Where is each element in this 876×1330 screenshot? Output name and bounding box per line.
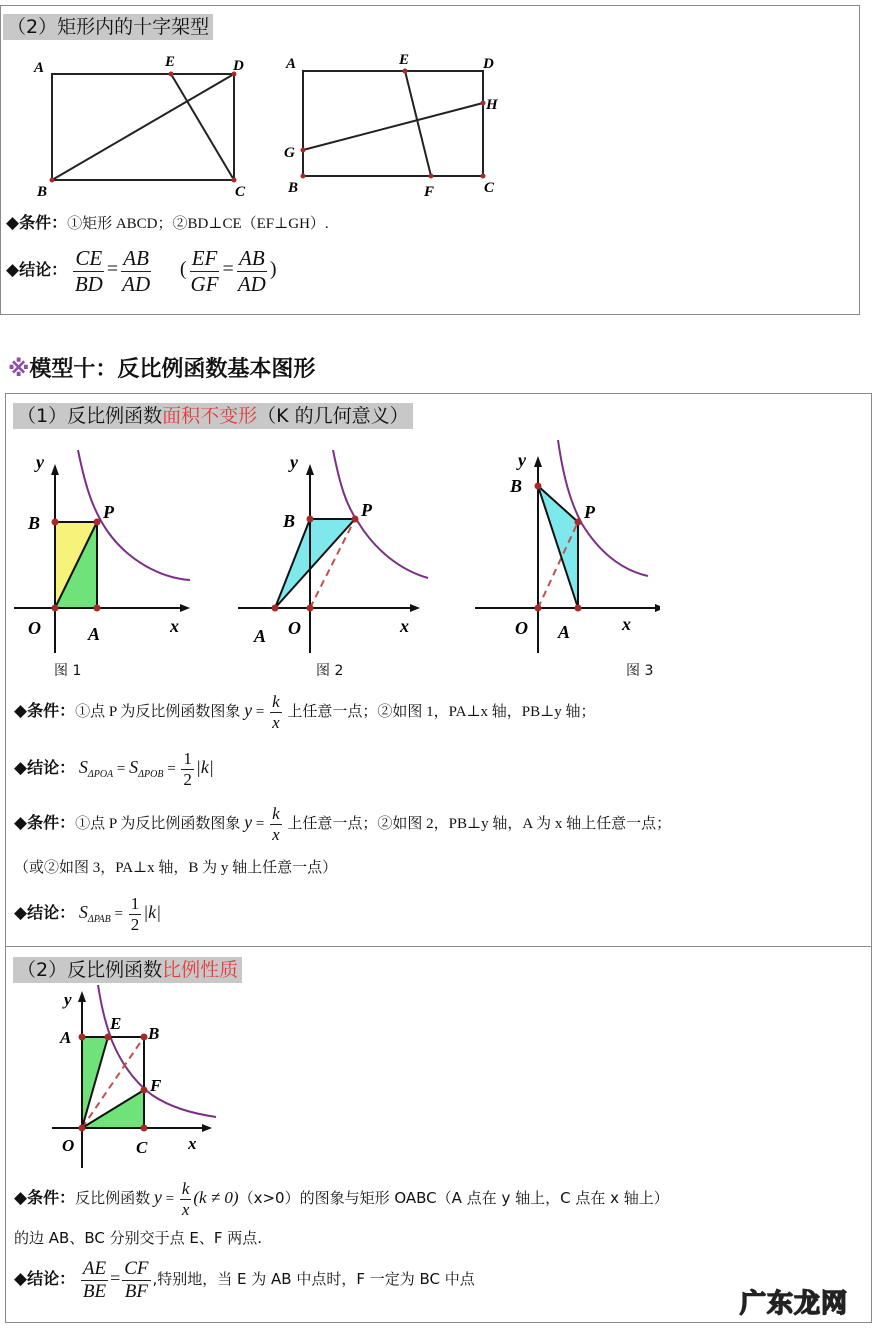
svg-text:A: A xyxy=(254,626,267,646)
watermark-logo: 广东龙网 xyxy=(740,1289,849,1319)
area-figure-3 xyxy=(470,440,660,660)
area-conclusion-2: ◆结论： $S_{\Delta PAB}$ = $\frac{1}{2}$ |k| xyxy=(14,893,162,934)
cross-model-heading: （2）矩形内的十字架型 xyxy=(3,14,213,40)
svg-text:O: O xyxy=(62,1136,75,1155)
svg-text:A: A xyxy=(60,1028,72,1047)
label-B: B xyxy=(37,184,48,200)
svg-text:E: E xyxy=(110,1014,122,1033)
svg-text:O: O xyxy=(288,618,301,638)
model-title: ※模型十：反比例函数基本图形 xyxy=(8,357,316,382)
svg-text:y: y xyxy=(518,450,526,470)
figure-caption-3: 图 3 xyxy=(626,663,654,679)
area-figure-2 xyxy=(230,450,430,665)
svg-text:H: H xyxy=(486,97,498,113)
svg-text:B: B xyxy=(510,476,523,496)
svg-text:D: D xyxy=(483,56,494,72)
svg-text:x: x xyxy=(622,614,631,634)
ratio-condition: ◆条件：反比例函数 y = $\frac{k}{x}$ (k ≠ 0)（x>0）的图象与矩形 OABC（A 点在 y 轴上，C 点在 x 轴上） xyxy=(14,1178,669,1219)
svg-text:x: x xyxy=(188,1134,197,1153)
svg-text:P: P xyxy=(361,500,372,520)
svg-text:B: B xyxy=(148,1024,160,1043)
svg-text:y: y xyxy=(290,452,298,472)
diamond-bullet-icon: ◆ xyxy=(6,213,20,233)
label-D: D xyxy=(233,58,244,74)
svg-text:C: C xyxy=(484,180,495,196)
diamond-bullet-icon: ◆ xyxy=(14,1269,28,1289)
svg-text:y: y xyxy=(64,990,72,1009)
ratio-condition-line2: 的边 AB、BC 分别交于点 E、F 两点. xyxy=(14,1229,262,1247)
svg-text:E: E xyxy=(399,52,410,68)
figure-caption-1: 图 1 xyxy=(54,663,82,679)
svg-text:y: y xyxy=(36,452,44,472)
diamond-bullet-icon: ◆ xyxy=(14,813,28,833)
label-C: C xyxy=(235,184,246,200)
section-divider xyxy=(5,946,872,947)
area-section-heading: （1）反比例函数面积不变形（K 的几何意义） xyxy=(13,403,413,429)
area-figure-1 xyxy=(10,450,200,665)
svg-text:G: G xyxy=(284,145,295,161)
svg-text:B: B xyxy=(288,180,299,196)
label-A: A xyxy=(34,60,45,76)
ratio-conclusion: ◆结论： $\frac{AE}{BE}$ = $\frac{CF}{BF}$ ,特别地，当 E 为 AB 中点时，F 一定为 BC 中点 xyxy=(14,1257,475,1302)
svg-text:x: x xyxy=(170,616,179,636)
svg-text:A: A xyxy=(558,622,571,642)
area-condition-2: ◆条件：①点 P 为反比例函数图象 y = $\frac{k}{x}$ 上任意一点；②如图 2，PB⊥y 轴，A 为 x 轴上任意一点； xyxy=(14,803,672,844)
svg-text:F: F xyxy=(424,184,435,200)
svg-text:F: F xyxy=(150,1076,162,1095)
ratio-figure xyxy=(40,985,220,1170)
cross-figure-1 xyxy=(30,50,260,200)
diamond-bullet-icon: ◆ xyxy=(14,903,28,923)
cross-condition: ◆条件：①矩形 ABCD；②BD⊥CE（EF⊥GH）. xyxy=(6,213,329,233)
svg-text:C: C xyxy=(136,1138,148,1157)
svg-text:O: O xyxy=(28,618,41,638)
ratio-section-heading: （2）反比例函数比例性质 xyxy=(13,957,242,983)
area-condition-2-alt: （或②如图 3，PA⊥x 轴，B 为 y 轴上任意一点） xyxy=(14,860,338,876)
cross-conclusion: ◆结论： $\frac{CE}{BD}$ = $\frac{AB}{AD}$ ( $\frac{EF}{GF}$ = $\frac{AB}{AD}$ ) xyxy=(6,246,277,296)
svg-text:P: P xyxy=(584,502,595,522)
cross-figure-2 xyxy=(280,50,520,200)
svg-text:B: B xyxy=(283,511,296,531)
diamond-bullet-icon: ◆ xyxy=(14,758,28,778)
svg-text:O: O xyxy=(515,618,528,638)
reference-mark-icon: ※ xyxy=(8,357,30,382)
area-conclusion-1: ◆结论： $S_{\Delta POA} = S_{\Delta POB}$ = $\frac{1}{2}$ |k| xyxy=(14,748,214,789)
figure-caption-2: 图 2 xyxy=(316,663,344,679)
svg-text:B: B xyxy=(28,513,41,533)
diamond-bullet-icon: ◆ xyxy=(14,1188,28,1208)
svg-text:A: A xyxy=(286,56,297,72)
svg-text:P: P xyxy=(103,502,114,522)
svg-text:x: x xyxy=(400,616,409,636)
label-E: E xyxy=(165,54,176,70)
area-condition-1: ◆条件：①点 P 为反比例函数图象 y = $\frac{k}{x}$ 上任意一点；②如图 1，PA⊥x 轴，PB⊥y 轴； xyxy=(14,691,596,732)
diamond-bullet-icon: ◆ xyxy=(14,701,28,721)
svg-text:A: A xyxy=(88,624,101,644)
diamond-bullet-icon: ◆ xyxy=(6,260,20,280)
